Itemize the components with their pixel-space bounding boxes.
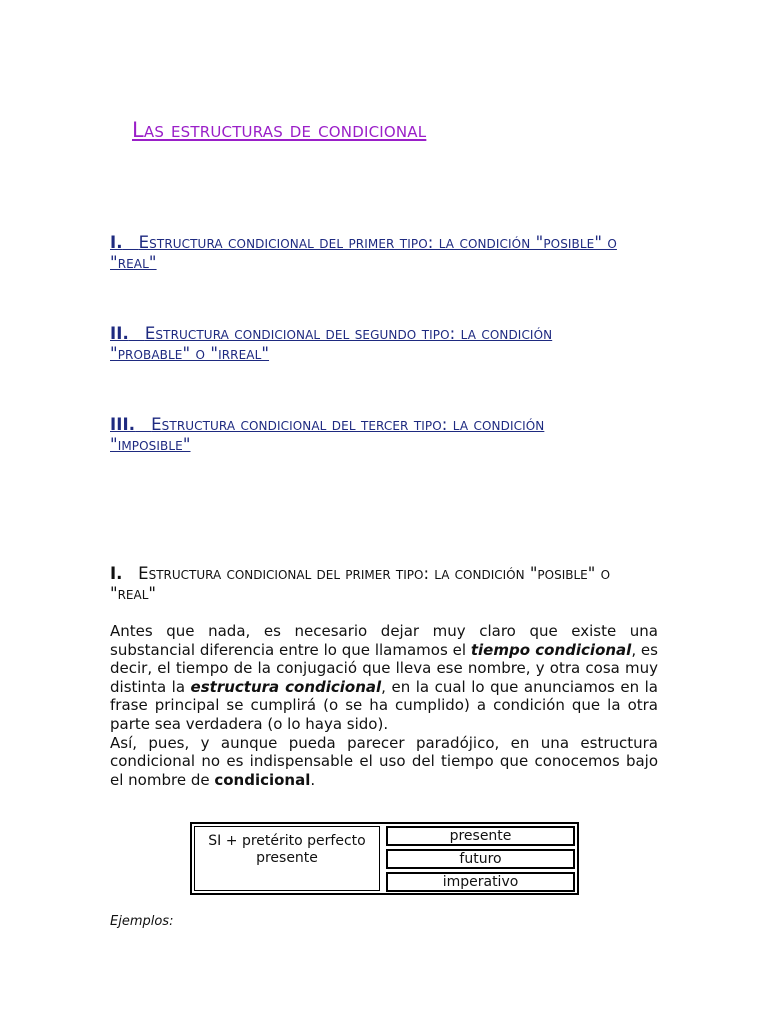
toc-text: Estructura condicional del tercer tipo: la condición "imposible"	[110, 415, 545, 454]
body-paragraph	[110, 622, 658, 789]
table-cell-futuro: futuro	[386, 849, 575, 869]
body-text-run: Antes que nada, es necesario dejar muy claro que existe una substancial diferencia entre lo que llamamos el	[110, 622, 658, 659]
table-cell-condition: SI + pretérito perfecto presente	[194, 826, 380, 891]
term-condicional: condicional	[214, 770, 311, 789]
section-number: I.	[110, 564, 123, 583]
body-text-run: Así, pues, y aunque pueda parecer paradójico, en una estructura condicional no es indispensable el uso del tiempo que conocemos bajo el nombre de	[110, 733, 658, 789]
section-heading	[110, 564, 630, 604]
toc-number: II.	[110, 324, 129, 343]
table-cell-presente: presente	[386, 826, 575, 846]
term-tiempo-condicional: tiempo condicional	[470, 640, 632, 659]
term-estructura-condicional: estructura condicional	[190, 677, 382, 696]
body-text-run: .	[310, 770, 316, 789]
toc-link-primer-tipo[interactable]	[110, 233, 630, 273]
examples-label: Ejemplos:	[110, 914, 174, 929]
toc-link-segundo-tipo[interactable]	[110, 324, 630, 364]
conditional-structure-table	[190, 822, 579, 895]
toc-link-tercer-tipo[interactable]	[110, 415, 630, 455]
body-text-run: , en la cual lo que anunciamos en la frase principal se cumplirá (o se ha cumplido) a condición que la otra parte sea verdadera (o lo haya sido).	[110, 677, 658, 733]
toc-number: III.	[110, 415, 136, 434]
table-cell-imperativo: imperativo	[386, 872, 575, 892]
toc-text: Estructura condicional del segundo tipo: la condición "probable" o "irreal"	[110, 324, 553, 363]
toc-number: I.	[110, 233, 123, 252]
document-title[interactable]: Las estructuras de condicional	[132, 118, 427, 142]
toc-text: Estructura condicional del primer tipo: la condición "posible" o "real"	[110, 233, 617, 272]
section-heading-text: Estructura condicional del primer tipo: la condición "posible" o "real"	[110, 564, 611, 603]
body-text-run: , es decir, el tiempo de la conjugació que lleva ese nombre, y otra cosa muy distinta la	[110, 640, 658, 696]
